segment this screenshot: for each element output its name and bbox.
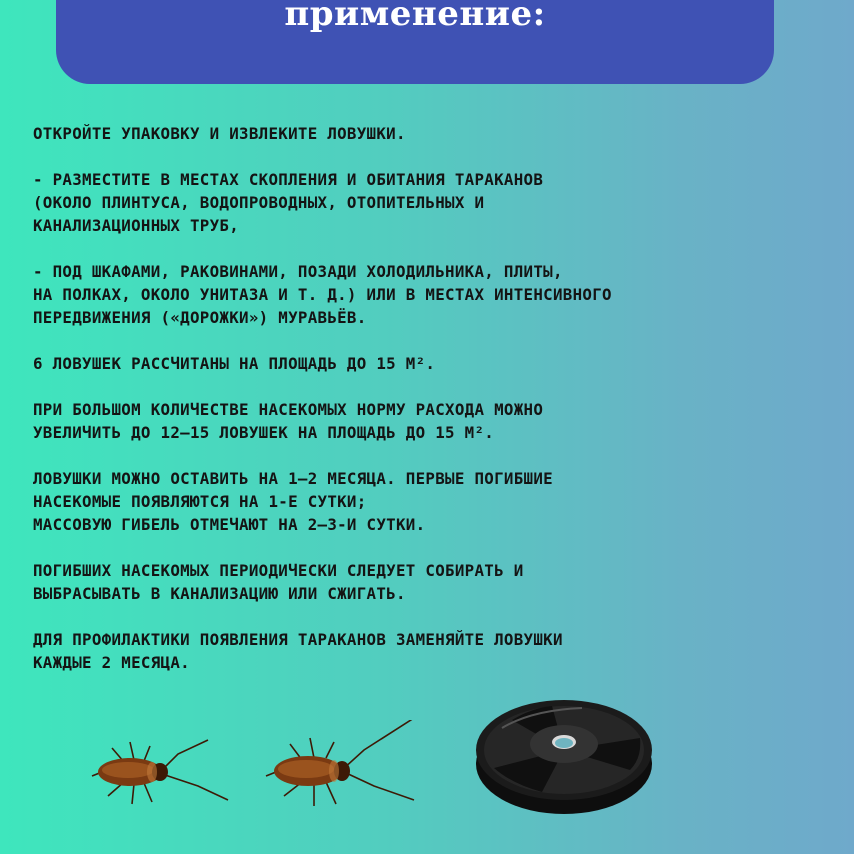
instruction-line: 6 ЛОВУШЕК РАССЧИТАНЫ НА ПЛОЩАДЬ ДО 15 М². (33, 354, 436, 373)
instruction-line: ОТКРОЙТЕ УПАКОВКУ И ИЗВЛЕКИТЕ ЛОВУШКИ. (33, 124, 406, 143)
instruction-line: - РАЗМЕСТИТЕ В МЕСТАХ СКОПЛЕНИЯ И ОБИТАНИЯ ТАРАКАНОВ (33, 170, 544, 189)
instruction-line: (ОКОЛО ПЛИНТУСА, ВОДОПРОВОДНЫХ, ОТОПИТЕЛЬНЫХ И (33, 193, 485, 212)
instruction-line: МАССОВУЮ ГИБЕЛЬ ОТМЕЧАЮТ НА 2–3-И СУТКИ. (33, 515, 426, 534)
instruction-line: ВЫБРАСЫВАТЬ В КАНАЛИЗАЦИЮ ИЛИ СЖИГАТЬ. (33, 584, 406, 603)
instruction-paragraph (33, 260, 833, 329)
bait-trap-icon (472, 698, 656, 822)
instruction-line: НА ПОЛКАХ, ОКОЛО УНИТАЗА И Т. Д.) ИЛИ В МЕСТАХ ИНТЕНСИВНОГО (33, 285, 612, 304)
instruction-line: ПОГИБШИХ НАСЕКОМЫХ ПЕРИОДИЧЕСКИ СЛЕДУЕТ СОБИРАТЬ И (33, 561, 524, 580)
instruction-line: КАНАЛИЗАЦИОННЫХ ТРУБ, (33, 216, 240, 235)
illustrations (0, 690, 854, 854)
instructions-text (33, 122, 833, 697)
instruction-line: ЛОВУШКИ МОЖНО ОСТАВИТЬ НА 1–2 МЕСЯЦА. ПЕРВЫЕ ПОГИБШИЕ (33, 469, 553, 488)
instruction-line: ПРИ БОЛЬШОМ КОЛИЧЕСТВЕ НАСЕКОМЫХ НОРМУ РАСХОДА МОЖНО (33, 400, 544, 419)
instruction-line: НАСЕКОМЫЕ ПОЯВЛЯЮТСЯ НА 1-Е СУТКИ; (33, 492, 367, 511)
instruction-paragraph (33, 352, 833, 375)
instruction-line: - ПОД ШКАФАМИ, РАКОВИНАМИ, ПОЗАДИ ХОЛОДИЛЬНИКА, ПЛИТЫ, (33, 262, 563, 281)
instruction-line: ПЕРЕДВИЖЕНИЯ («ДОРОЖКИ») МУРАВЬЁВ. (33, 308, 367, 327)
instruction-paragraph (33, 398, 833, 444)
instruction-paragraph (33, 628, 833, 674)
instruction-paragraph (33, 168, 833, 237)
header-banner (56, 0, 774, 84)
instruction-paragraph (33, 467, 833, 536)
instruction-line: ДЛЯ ПРОФИЛАКТИКИ ПОЯВЛЕНИЯ ТАРАКАНОВ ЗАМЕНЯЙТЕ ЛОВУШКИ (33, 630, 563, 649)
instruction-paragraph (33, 122, 833, 145)
page-title: применение: (284, 0, 546, 34)
cockroach-icon (88, 726, 238, 816)
cockroach-icon (264, 720, 424, 820)
instruction-line: УВЕЛИЧИТЬ ДО 12–15 ЛОВУШЕК НА ПЛОЩАДЬ ДО 15 М². (33, 423, 495, 442)
instruction-paragraph (33, 559, 833, 605)
instruction-line: КАЖДЫЕ 2 МЕСЯЦА. (33, 653, 190, 672)
